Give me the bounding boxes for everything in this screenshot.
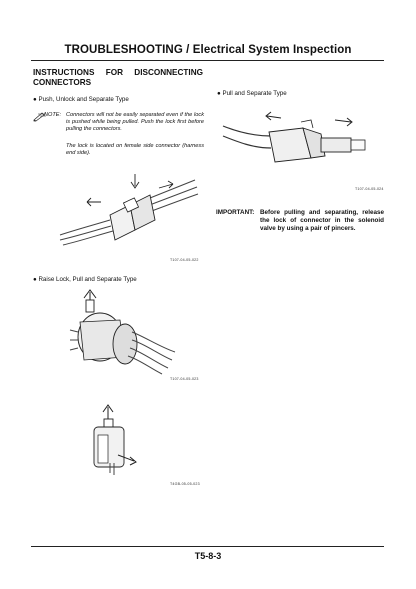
figure-pull-separate-connector xyxy=(223,108,383,178)
important-label: IMPORTANT: xyxy=(216,209,255,216)
figure-2-id: T107-04-05-023 xyxy=(170,377,199,381)
figure-push-unlock-connector xyxy=(55,160,205,260)
footer-rule xyxy=(31,546,384,547)
section-title: INSTRUCTIONS FOR DISCONNECTING CONNECTORS xyxy=(33,68,203,87)
bullet-raise-lock-text: Raise Lock, Pull and Separate Type xyxy=(38,276,137,283)
header-rule xyxy=(31,60,384,61)
figure-lock-lever xyxy=(88,405,148,480)
bullet-dot: ● xyxy=(33,276,39,283)
bullet-push-unlock-text: Push, Unlock and Separate Type xyxy=(38,96,129,103)
important-text: Before pulling and separating, release the lock of connector in the solenoid valve by using a pair of pincers. xyxy=(260,209,384,232)
bullet-raise-lock xyxy=(33,276,208,284)
bullet-push-unlock xyxy=(33,96,208,104)
figure-3-id: T4GB-05-05-023 xyxy=(170,482,200,486)
note-text-2: The lock is located on female side connector (harness end side). xyxy=(66,143,204,157)
bullet-dot: ● xyxy=(33,96,39,103)
bullet-dot: ● xyxy=(217,90,223,97)
page-header-title: TROUBLESHOOTING / Electrical System Inspection xyxy=(64,44,352,56)
note-label: NOTE: xyxy=(44,112,62,118)
note-text-1: Connectors will not be easily separated even if the lock is pushed while being pulled. Push the lock first before pulling the connectors. xyxy=(66,112,204,133)
figure-right-id: T107-04-05-024 xyxy=(355,187,384,191)
figure-1-id: T107-04-05-022 xyxy=(170,258,199,262)
bullet-pull-separate xyxy=(217,90,387,98)
figure-raise-lock-connector xyxy=(70,292,180,382)
bullet-pull-separate-text: Pull and Separate Type xyxy=(222,90,287,97)
page-number: T5-8-3 xyxy=(194,551,222,561)
